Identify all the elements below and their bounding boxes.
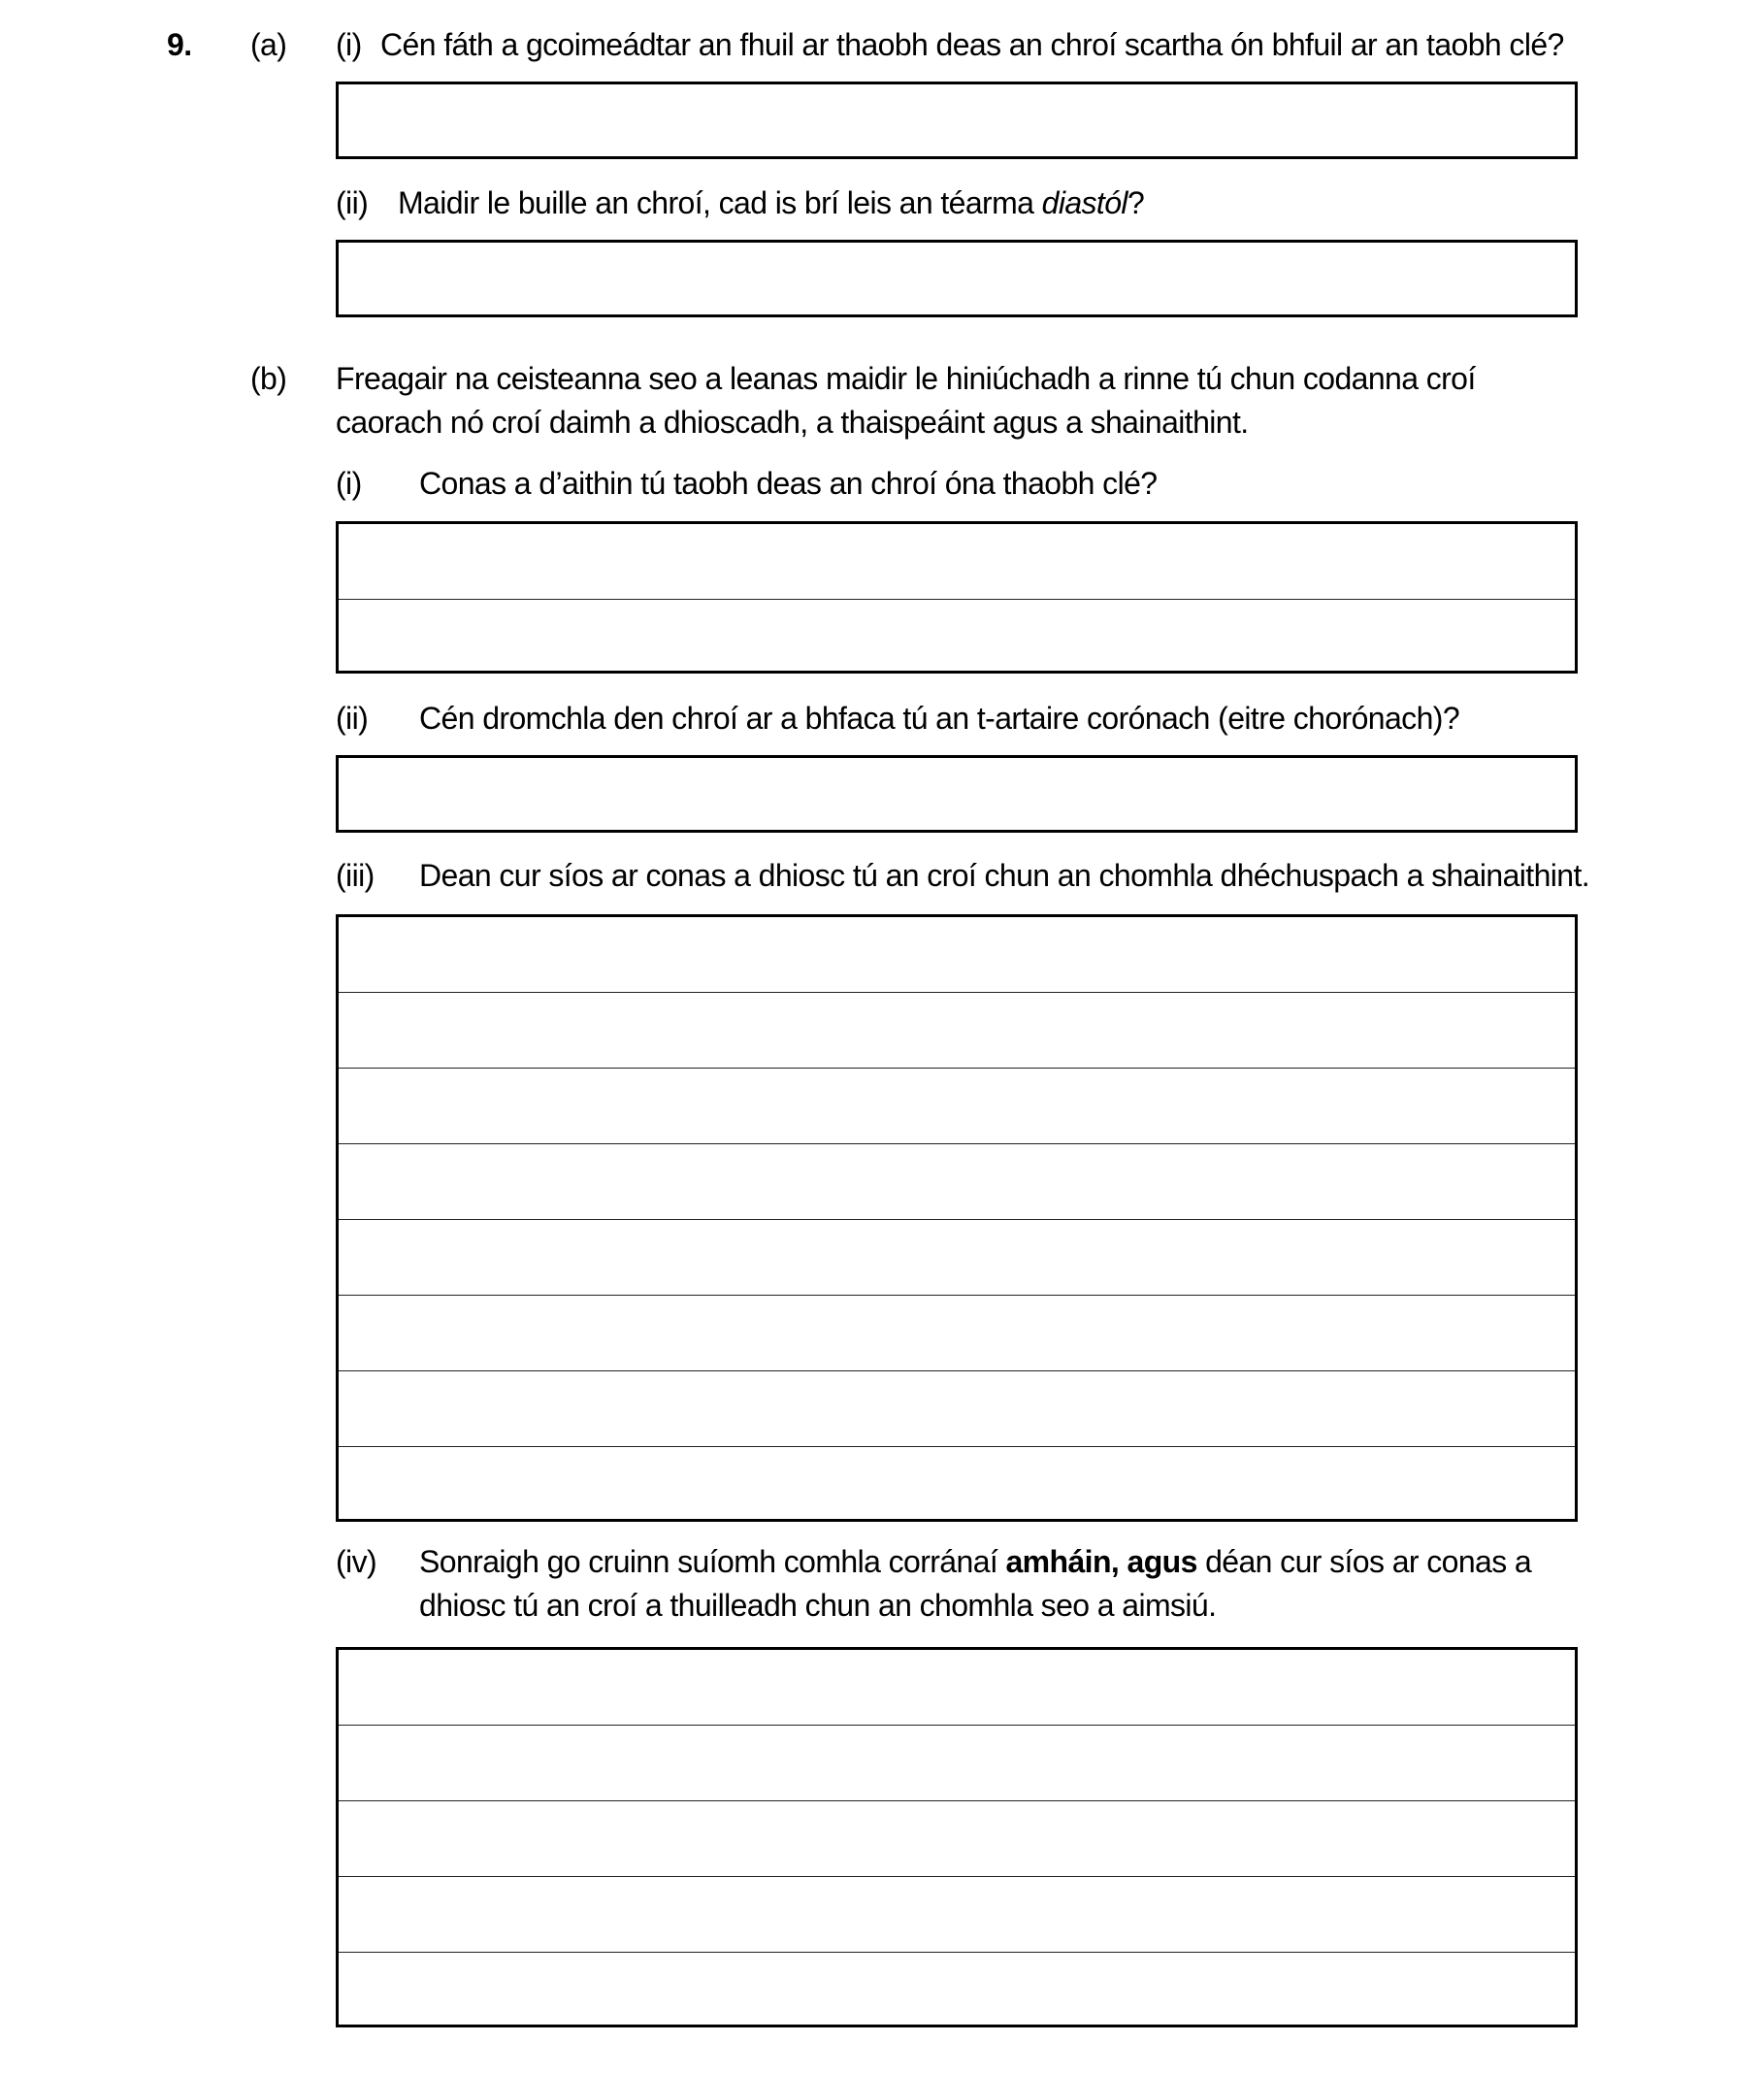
part-b-iv-label: (iv) (336, 1544, 377, 1579)
answer-line[interactable] (339, 243, 1575, 318)
question-text: déan cur síos ar conas a (1196, 1544, 1532, 1579)
part-b-ii-label: (ii) (336, 701, 369, 736)
answer-line[interactable] (339, 1144, 1575, 1220)
answer-line[interactable] (339, 1447, 1575, 1523)
part-a-ii-question (398, 181, 1144, 224)
part-a-i-question: Cén fáth a gcoimeádtar an fhuil ar thaobh deas an chroí scartha ón bhfuil ar an taobh clé? (380, 27, 1564, 62)
part-b-intro-line1: Freagair na ceisteanna seo a leanas maidir le hiniúchadh a rinne tú chun codanna croí (336, 361, 1476, 396)
term-diastole: diastól (1041, 185, 1127, 220)
answer-box-a-i[interactable] (336, 82, 1578, 159)
answer-line[interactable] (339, 917, 1575, 993)
answer-line[interactable] (339, 1371, 1575, 1447)
answer-line[interactable] (339, 1877, 1575, 1953)
answer-line[interactable] (339, 600, 1575, 675)
part-b-i-question: Conas a d’aithin tú taobh deas an chroí óna thaobh clé? (419, 466, 1158, 501)
part-b-iii-label: (iii) (336, 858, 375, 893)
answer-box-a-ii[interactable] (336, 240, 1578, 317)
answer-line[interactable] (339, 1726, 1575, 1801)
question-text: Sonraigh go cruinn suíomh comhla corránaí (419, 1544, 1006, 1579)
part-b-label: (b) (250, 361, 287, 396)
answer-box-b-ii[interactable] (336, 755, 1578, 833)
part-b-ii-question: Cén dromchla den chroí ar a bhfaca tú an t-artaire corónach (eitre chorónach)? (419, 701, 1460, 736)
answer-box-b-i[interactable] (336, 521, 1578, 674)
answer-line[interactable] (339, 1296, 1575, 1371)
answer-line[interactable] (339, 1953, 1575, 2028)
part-a-i-label: (i) (336, 27, 362, 62)
answer-line[interactable] (339, 758, 1575, 834)
answer-line[interactable] (339, 1801, 1575, 1877)
part-b-iv-question-line2: dhiosc tú an croí a thuilleadh chun an chomhla seo a aimsiú. (419, 1588, 1217, 1623)
part-a-label: (a) (250, 27, 287, 62)
question-number: 9. (167, 27, 192, 62)
part-b-iii-question: Dean cur síos ar conas a dhiosc tú an croí chun an chomhla dhéchuspach a shainaithint. (419, 858, 1590, 893)
part-b-i-label: (i) (336, 466, 362, 501)
answer-line[interactable] (339, 1220, 1575, 1296)
emphasis-text: amháin, agus (1005, 1544, 1197, 1579)
part-b-intro-line2: caorach nó croí daimh a dhioscadh, a thaispeáint agus a shainaithint. (336, 405, 1249, 440)
answer-box-b-iv[interactable] (336, 1647, 1578, 2027)
answer-line[interactable] (339, 524, 1575, 600)
part-b-iv-question-line1 (419, 1540, 1531, 1583)
answer-line[interactable] (339, 1650, 1575, 1726)
answer-line[interactable] (339, 993, 1575, 1069)
answer-box-b-iii[interactable] (336, 914, 1578, 1522)
answer-line[interactable] (339, 84, 1575, 160)
question-text: Maidir le buille an chroí, cad is brí leis an téarma (398, 185, 1042, 220)
answer-line[interactable] (339, 1069, 1575, 1144)
question-mark: ? (1127, 185, 1145, 220)
part-a-ii-label: (ii) (336, 185, 369, 220)
